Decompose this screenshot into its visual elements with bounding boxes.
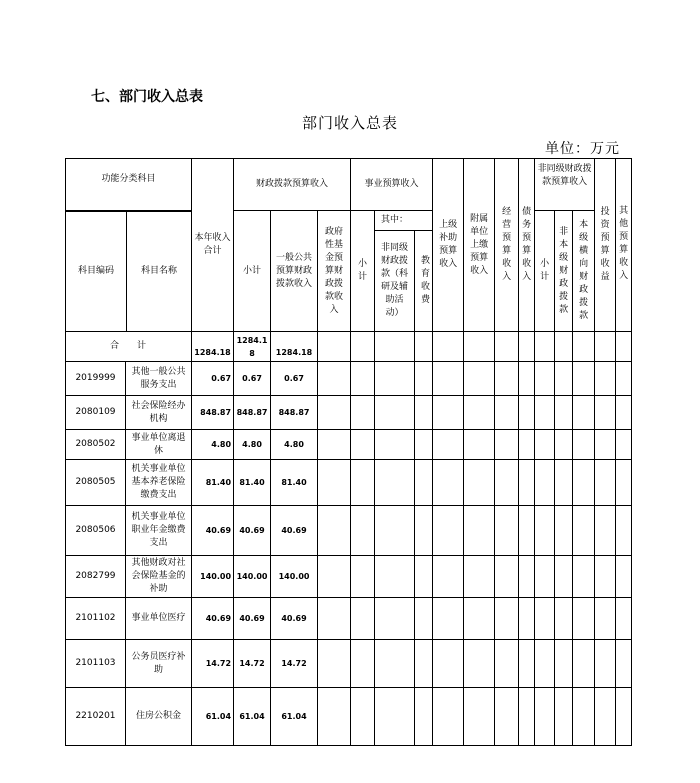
row-general-public: 140.00 <box>271 556 318 598</box>
header-fiscal: 财政拨款预算收入 <box>234 159 351 211</box>
row-code: 2101103 <box>66 640 126 688</box>
table-row <box>66 396 632 430</box>
row-name: 住房公积金 <box>126 688 192 746</box>
row-general-public: 40.69 <box>271 506 318 556</box>
row-name: 公务员医疗补助 <box>126 640 192 688</box>
row-name: 事业单位离退休 <box>126 430 192 460</box>
row-total: 848.87 <box>192 396 234 430</box>
table-row <box>66 688 632 746</box>
header-fiscal-subtotal: 小计 <box>234 211 271 332</box>
header-affiliated-turnover: 附属单位上缴预算收入 <box>464 159 495 332</box>
table-row <box>66 598 632 640</box>
row-code: 2019999 <box>66 362 126 396</box>
header-nsl-subtotal: 小计 <box>535 211 555 332</box>
row-total: 14.72 <box>192 640 234 688</box>
total-cell: 1284.18 <box>192 332 234 362</box>
row-general-public: 14.72 <box>271 640 318 688</box>
unit-label: 单位：万元 <box>545 141 620 157</box>
row-total: 0.67 <box>192 362 234 396</box>
total-label: 合 计 <box>66 332 192 362</box>
row-name: 机关事业单位职业年金缴费支出 <box>126 506 192 556</box>
row-general-public: 40.69 <box>271 598 318 640</box>
row-total: 40.69 <box>192 598 234 640</box>
row-total: 140.00 <box>192 556 234 598</box>
table-row <box>66 362 632 396</box>
header-other: 其他预算收入 <box>616 159 632 332</box>
row-general-public: 4.80 <box>271 430 318 460</box>
table-row <box>66 430 632 460</box>
row-general-public: 848.87 <box>271 396 318 430</box>
document-title: 部门收入总表 <box>301 114 398 132</box>
row-code: 2080506 <box>66 506 126 556</box>
table-header <box>66 159 632 332</box>
row-total: 61.04 <box>192 688 234 746</box>
row-fiscal-subtotal: 61.04 <box>234 688 271 746</box>
header-func-class: 功能分类科目 <box>66 159 192 211</box>
row-total: 40.69 <box>192 506 234 556</box>
header-education-fee: 教育收费 <box>415 231 433 332</box>
row-name: 机关事业单位基本养老保险缴费支出 <box>126 460 192 506</box>
total-fiscal-subtotal: 1284.18 <box>234 332 271 362</box>
row-name: 其他财政对社会保险基金的补助 <box>126 556 192 598</box>
row-total: 81.40 <box>192 460 234 506</box>
section-heading: 七、部门收入总表 <box>91 89 203 105</box>
row-code: 2082799 <box>66 556 126 598</box>
row-code: 2080505 <box>66 460 126 506</box>
table-row <box>66 506 632 556</box>
row-general-public: 61.04 <box>271 688 318 746</box>
table-row <box>66 460 632 506</box>
row-code: 2080109 <box>66 396 126 430</box>
row-name: 其他一般公共服务支出 <box>126 362 192 396</box>
table-body <box>66 332 632 746</box>
header-non-same-level: 非同级财政拨款（科研及辅助活动） <box>375 231 415 332</box>
row-fiscal-subtotal: 81.40 <box>234 460 271 506</box>
income-summary-table <box>65 158 632 746</box>
row-fiscal-subtotal: 40.69 <box>234 598 271 640</box>
total-general-public: 1284.18 <box>271 332 318 362</box>
row-general-public: 0.67 <box>271 362 318 396</box>
row-fiscal-subtotal: 848.87 <box>234 396 271 430</box>
header-business-among: 其中： <box>375 211 433 231</box>
header-business: 事业预算收入 <box>351 159 433 211</box>
row-fiscal-subtotal: 4.80 <box>234 430 271 460</box>
header-code-name-cell <box>66 211 192 332</box>
row-name: 事业单位医疗 <box>126 598 192 640</box>
total-row <box>66 332 632 362</box>
row-code: 2101102 <box>66 598 126 640</box>
header-operating: 经营预算收入 <box>495 159 519 332</box>
row-fiscal-subtotal: 40.69 <box>234 506 271 556</box>
row-total: 4.80 <box>192 430 234 460</box>
header-business-subtotal: 小计 <box>351 211 375 332</box>
header-investment: 投资预算收益 <box>595 159 616 332</box>
row-name: 社会保险经办机构 <box>126 396 192 430</box>
row-fiscal-subtotal: 0.67 <box>234 362 271 396</box>
header-non-same-level-fiscal: 非同级财政拨款预算收入 <box>535 159 595 211</box>
table-row <box>66 640 632 688</box>
header-gov-fund: 政府性基金预算财政拨款收入 <box>318 211 351 332</box>
table-row <box>66 556 632 598</box>
row-general-public: 81.40 <box>271 460 318 506</box>
header-nsl-horizontal: 本级横向财政拨款 <box>573 211 595 332</box>
header-nsl-non-current: 非本级财政拨款 <box>555 211 573 332</box>
row-code: 2080502 <box>66 430 126 460</box>
header-total: 本年收入合计 <box>192 159 234 332</box>
header-code: 科目编码 <box>66 211 127 331</box>
header-debt: 债务预算收入 <box>519 159 535 332</box>
header-general-public: 一般公共预算财政拨款收入 <box>271 211 318 332</box>
row-fiscal-subtotal: 14.72 <box>234 640 271 688</box>
row-code: 2210201 <box>66 688 126 746</box>
header-name: 科目名称 <box>127 211 191 331</box>
row-fiscal-subtotal: 140.00 <box>234 556 271 598</box>
header-upper-subsidy: 上级补助预算收入 <box>433 159 464 332</box>
